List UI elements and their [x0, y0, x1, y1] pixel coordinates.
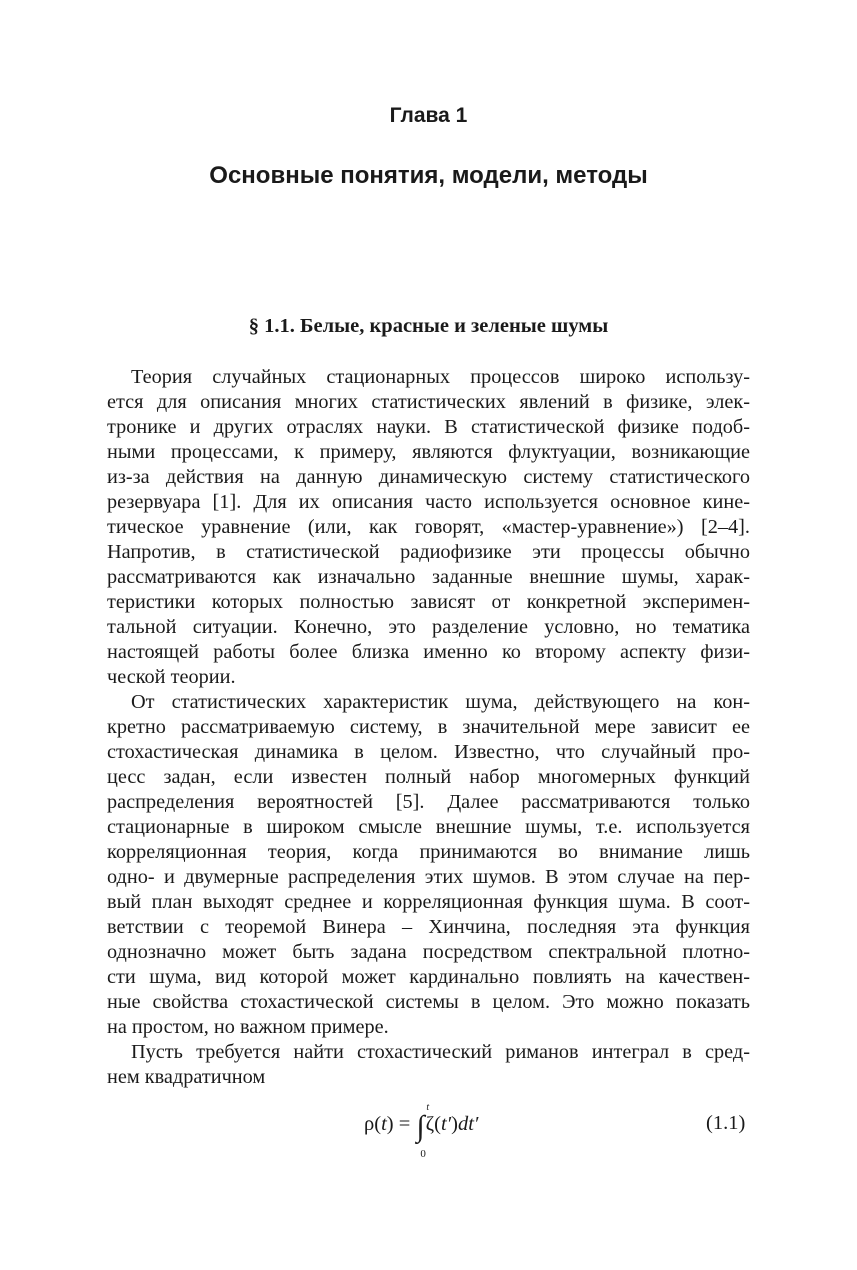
text-line: тронике и других отраслях науки. В статистической физике подоб- [107, 416, 750, 438]
text-line: одно- и двумерные распределения этих шумов. В этом случае на пер- [107, 866, 750, 888]
text-line: ными процессами, к примеру, являются флуктуации, возникающие [107, 441, 750, 463]
text-line: настоящей работы более близка именно ко второму аспекту физи- [107, 641, 750, 663]
text-line: стохастическая динамика в целом. Известно, что случайный про- [107, 741, 750, 763]
chapter-label: Глава 1 [389, 104, 468, 127]
paragraph-3 [107, 1040, 750, 1090]
integral-symbol: ∫ [416, 1110, 425, 1143]
text-line: стационарные в широком смысле внешние шумы, т.е. используется [107, 816, 750, 838]
text-line: корреляционная теория, когда принимаются во внимание лишь [107, 841, 750, 863]
integral-lower-limit: 0 [420, 1148, 426, 1160]
text-line: рассматриваются как изначально заданные внешние шумы, харак- [107, 566, 750, 588]
text-line: на простом, но важном примере. [107, 1016, 389, 1038]
integral-sign [416, 1102, 430, 1160]
text-line: цесс задан, если известен полный набор многомерных функций [107, 766, 750, 788]
equation-number: (1.1) [706, 1112, 746, 1134]
text-line: ветствии с теоремой Винера – Хинчина, последняя эта функция [107, 916, 750, 938]
text-line: нем квадратичном [107, 1066, 266, 1088]
text-line: вый план выходят среднее и корреляционная функция шума. В соот- [107, 891, 750, 913]
differential: dt′ [457, 1113, 479, 1135]
text-line: теристики которых полностью зависят от конкретной эксперимен- [107, 591, 750, 613]
equation-lhs-close: ) = [386, 1113, 411, 1135]
text-line: из-за действия на данную динамическую систему статистического [107, 466, 750, 488]
text-line: тическое уравнение (или, как говорят, «мастер-уравнение») [2–4]. [107, 516, 750, 538]
body-text [107, 365, 750, 1090]
text-line: От статистических характеристик шума, действующего на кон- [131, 691, 750, 713]
text-line: Напротив, в статистической радиофизике эти процессы обычно [107, 541, 750, 563]
integrand-variable: t′ [440, 1113, 452, 1135]
text-line: резервуара [1]. Для их описания часто используется основное кине- [107, 491, 750, 513]
paragraph-2 [107, 690, 750, 1040]
text-line: Теория случайных стационарных процессов широко использу- [131, 366, 750, 388]
text-line: ется для описания многих статистических явлений в физике, элек- [107, 391, 750, 413]
integrand-function: ζ( [425, 1113, 441, 1135]
text-line: кретно рассматриваемую систему, в значительной мере зависит ее [107, 716, 750, 738]
text-line: Пусть требуется найти стохастический риманов интеграл в сред- [131, 1041, 750, 1063]
text-line: тальной ситуации. Конечно, это разделение условно, но тематика [107, 616, 750, 638]
equation-lhs: ρ( [364, 1113, 382, 1135]
chapter-title: Основные понятия, модели, методы [209, 162, 648, 189]
text-line: однозначно может быть задана посредством спектральной плотно- [107, 941, 750, 963]
text-line: ные свойства стохастической системы в целом. Это можно показать [107, 991, 750, 1013]
integral-upper-limit: t [426, 1102, 430, 1113]
integrand-close: ) [451, 1113, 458, 1135]
text-line: сти шума, вид которой может кардинально повлиять на качествен- [107, 966, 750, 988]
paragraph-1 [107, 365, 750, 690]
text-line: ческой теории. [107, 666, 236, 688]
text-line: распределения вероятностей [5]. Далее рассматриваются только [107, 791, 750, 813]
equation-lhs-var: t [381, 1113, 387, 1135]
section-title: § 1.1. Белые, красные и зеленые шумы [248, 315, 609, 337]
equation-1-1 [364, 1102, 479, 1160]
